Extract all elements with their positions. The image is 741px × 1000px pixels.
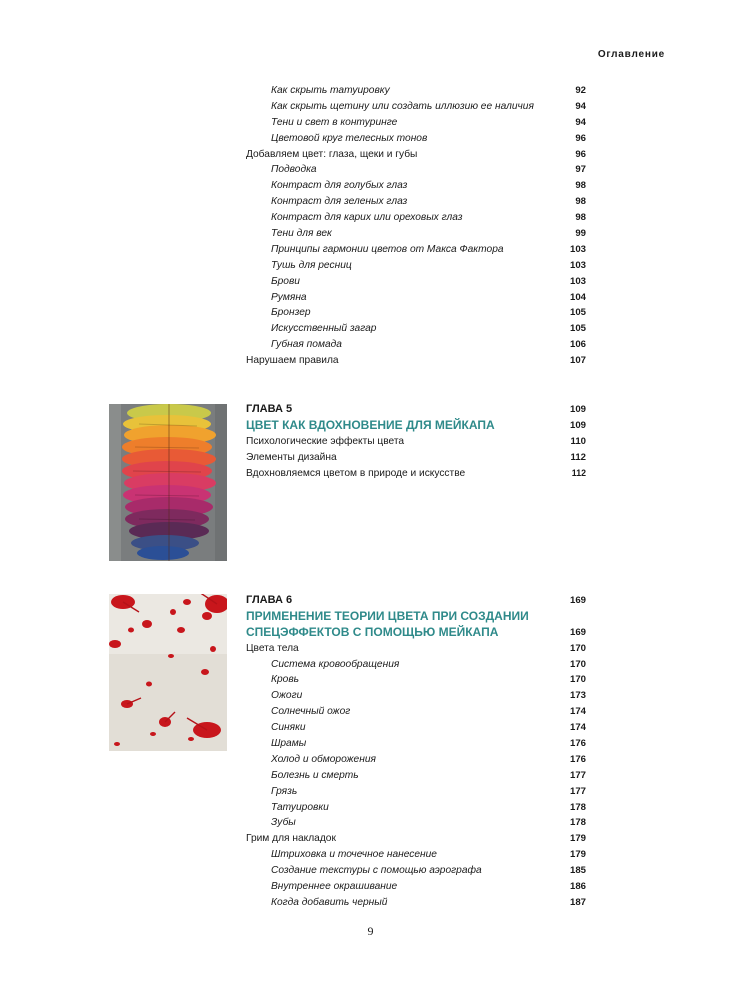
entry-title: Подводка <box>271 164 317 176</box>
chapter-title-line <box>246 625 586 641</box>
entry-page: 99 <box>575 228 586 240</box>
entry-page: 105 <box>569 323 586 335</box>
chapter5-thumbnail <box>109 404 227 561</box>
entry-title: ЦВЕТ КАК ВДОХНОВЕНИЕ ДЛЯ МЕЙКАПА <box>246 417 495 432</box>
toc-entry <box>246 353 586 369</box>
entry-page: 92 <box>575 85 586 96</box>
entry-page: 174 <box>569 722 586 734</box>
entry-page: 179 <box>569 833 586 845</box>
entry-page: 170 <box>569 642 586 654</box>
toc-entry <box>246 768 586 784</box>
entry-page: 112 <box>570 451 586 463</box>
entry-title: Тени для век <box>271 228 332 240</box>
toc-entry <box>246 226 586 242</box>
toc-entry <box>246 466 586 482</box>
entry-page: 105 <box>569 307 586 319</box>
chapter-title-line <box>246 609 586 625</box>
entry-title: Шрамы <box>271 738 307 750</box>
entry-title: Тени и свет в контуринге <box>271 116 398 128</box>
entry-title: Татуировки <box>271 801 329 813</box>
toc-entry <box>246 688 586 704</box>
entry-title: СПЕЦЭФФЕКТОВ С ПОМОЩЬЮ МЕЙКАПА <box>246 624 499 639</box>
entry-page: 109 <box>569 419 586 431</box>
toc-entry <box>246 274 586 290</box>
entry-title: Контраст для зеленых глаз <box>271 196 408 208</box>
entry-title: Контраст для голубых глаз <box>271 180 408 192</box>
toc-entry <box>246 879 586 895</box>
running-header: Оглавление <box>597 49 665 60</box>
toc-entry <box>246 242 586 258</box>
toc-entry <box>246 258 586 274</box>
entry-page: 187 <box>569 896 586 908</box>
entry-page: 177 <box>569 785 586 797</box>
entry-title: Болезнь и смерть <box>271 769 359 781</box>
entry-title: Нарушаем правила <box>246 355 339 367</box>
toc-entry <box>246 178 586 194</box>
entry-page: 96 <box>575 148 586 160</box>
entry-page: 98 <box>575 212 586 224</box>
entry-page: 178 <box>569 817 586 829</box>
entry-title: ПРИМЕНЕНИЕ ТЕОРИИ ЦВЕТА ПРИ СОЗДАНИИ <box>246 608 529 623</box>
toc-entry <box>246 863 586 879</box>
entry-title: Грим для накладок <box>246 833 336 845</box>
entry-page: 109 <box>569 404 586 415</box>
entry-title: Брови <box>271 275 300 287</box>
toc-entry <box>246 657 586 673</box>
entry-title: Вдохновляемся цветом в природе и искусстве <box>246 467 466 479</box>
entry-title: Цвета тела <box>246 642 299 654</box>
entry-page: 107 <box>569 355 586 367</box>
entry-title: Грязь <box>271 785 298 797</box>
toc-entry <box>246 704 586 720</box>
toc-chapter6 <box>246 593 586 911</box>
entry-page: 185 <box>569 865 586 877</box>
toc-entry <box>246 752 586 768</box>
entry-title: Искусственный загар <box>271 323 377 335</box>
toc-entry <box>246 99 586 115</box>
toc-entry <box>246 147 586 163</box>
entry-page: 103 <box>569 275 586 287</box>
entry-title: Принципы гармонии цветов от Макса Фактора <box>271 243 504 255</box>
entry-page: 176 <box>569 738 586 750</box>
entry-title: Штриховка и точечное нанесение <box>271 849 437 861</box>
entry-title: Как скрыть щетину или создать иллюзию ее наличия <box>271 100 534 112</box>
entry-title: Добавляем цвет: глаза, щеки и губы <box>246 148 418 160</box>
toc-entry <box>246 115 586 131</box>
entry-page: 94 <box>575 116 586 128</box>
entry-page: 169 <box>569 595 586 606</box>
entry-page: 174 <box>569 706 586 718</box>
entry-title: Румяна <box>271 291 307 303</box>
entry-title: Солнечный ожог <box>271 706 351 718</box>
entry-title: Как скрыть татуировку <box>271 85 390 96</box>
toc-entry <box>246 720 586 736</box>
entry-title: ГЛАВА 6 <box>246 594 293 606</box>
entry-page: 176 <box>569 753 586 765</box>
toc-entry <box>246 162 586 178</box>
toc-entry <box>246 83 586 99</box>
chapter-label <box>246 593 586 609</box>
toc-entry <box>246 321 586 337</box>
toc-entry <box>246 736 586 752</box>
chapter-title-line <box>246 418 586 434</box>
entry-page: 170 <box>569 674 586 686</box>
entry-title: ГЛАВА 5 <box>246 403 293 415</box>
entry-page: 96 <box>575 132 586 144</box>
entry-page: 186 <box>569 881 586 893</box>
page-number: 9 <box>367 924 374 938</box>
entry-page: 178 <box>569 801 586 813</box>
entry-page: 170 <box>569 658 586 670</box>
toc-chapter5 <box>246 402 586 481</box>
entry-title: Ожоги <box>271 690 303 702</box>
toc-entry <box>246 895 586 911</box>
toc-entry <box>246 290 586 306</box>
entry-page: 177 <box>569 769 586 781</box>
toc-entry <box>246 641 586 657</box>
entry-page: 173 <box>569 690 586 702</box>
entry-title: Синяки <box>271 722 306 734</box>
entry-page: 106 <box>569 339 586 351</box>
toc-entry <box>246 847 586 863</box>
chapter-label <box>246 402 586 418</box>
entry-page: 110 <box>570 435 586 447</box>
entry-title: Внутреннее окрашивание <box>271 881 398 893</box>
entry-title: Система кровообращения <box>271 658 400 670</box>
entry-title: Кровь <box>271 674 300 686</box>
toc-entry <box>246 131 586 147</box>
entry-page: 169 <box>569 626 586 638</box>
entry-title: Тушь для ресниц <box>271 259 352 271</box>
entry-title: Элементы дизайна <box>246 451 337 463</box>
entry-page: 104 <box>569 291 586 303</box>
toc-entry <box>246 450 586 466</box>
toc-entry <box>246 337 586 353</box>
toc-entry <box>246 194 586 210</box>
entry-page: 103 <box>569 259 586 271</box>
toc-entry <box>246 815 586 831</box>
entry-page: 97 <box>575 164 586 176</box>
toc-entry <box>246 434 586 450</box>
entry-page: 103 <box>569 243 586 255</box>
toc-block-continuation <box>246 83 586 369</box>
toc-entry <box>246 831 586 847</box>
chapter6-thumbnail <box>109 594 227 751</box>
entry-title: Когда добавить черный <box>271 896 388 908</box>
toc-entry <box>246 800 586 816</box>
entry-title: Бронзер <box>271 307 311 319</box>
toc-entry <box>246 210 586 226</box>
toc-entry <box>246 784 586 800</box>
entry-page: 179 <box>569 849 586 861</box>
entry-title: Создание текстуры с помощью аэрографа <box>271 865 482 877</box>
entry-title: Губная помада <box>271 339 342 351</box>
entry-title: Контраст для карих или ореховых глаз <box>271 212 463 224</box>
entry-title: Зубы <box>271 817 296 829</box>
entry-page: 112 <box>571 467 586 478</box>
entry-title: Психологические эффекты цвета <box>246 435 405 447</box>
entry-title: Цветовой круг телесных тонов <box>271 132 428 144</box>
toc-entry <box>246 305 586 321</box>
entry-page: 98 <box>575 180 586 192</box>
entry-page: 94 <box>575 100 586 112</box>
entry-page: 98 <box>575 196 586 208</box>
toc-entry <box>246 672 586 688</box>
entry-title: Холод и обморожения <box>271 753 376 765</box>
